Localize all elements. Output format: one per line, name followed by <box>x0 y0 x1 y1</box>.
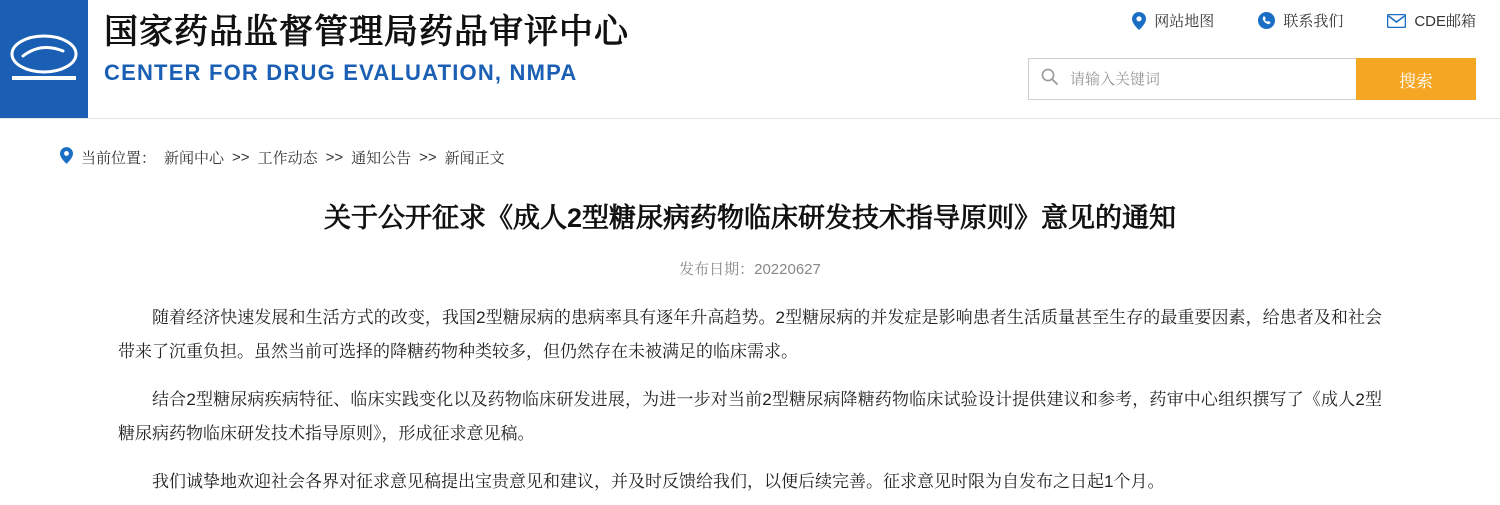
breadcrumb-item-article[interactable]: 新闻正文 <box>444 150 505 167</box>
breadcrumb-item-news-center[interactable]: 新闻中心 <box>164 150 225 167</box>
search-box[interactable] <box>1028 58 1356 100</box>
cde-logo-icon <box>9 32 79 86</box>
article-paragraph: 随着经济快速发展和生活方式的改变，我国2型糖尿病的患病率具有逐年升高趋势。2型糖尿病的并发症是影响患者生活质量甚至生存的最重要因素，给患者及和社会带来了沉重负担。虽然当前可选择的降糖药物种类较多，但仍然存在未被满足的临床需求。 <box>118 308 1382 361</box>
article <box>110 168 1390 499</box>
search-button[interactable]: 搜索 <box>1356 58 1476 100</box>
site-title-block <box>104 8 629 90</box>
mail-icon <box>1387 14 1406 28</box>
breadcrumb-separator: >> <box>419 149 437 166</box>
site-title-cn: 国家药品监督管理局药品审评中心 <box>104 13 629 51</box>
header-link-contact[interactable] <box>1258 10 1343 31</box>
site-logo[interactable] <box>0 0 88 118</box>
search-input[interactable] <box>1068 70 1344 89</box>
search-area <box>1028 58 1476 100</box>
breadcrumb <box>60 147 1500 168</box>
site-title-en: CENTER FOR DRUG EVALUATION, NMPA <box>104 60 578 85</box>
page-title: 关于公开征求《成人2型糖尿病药物临床研发技术指导原则》意见的通知 <box>323 203 1176 233</box>
header-link-mail-label: CDE邮箱 <box>1414 13 1476 30</box>
article-paragraph: 结合2型糖尿病疾病特征、临床实践变化以及药物临床研发进展，为进一步对当前2型糖尿病降糖药物临床试验设计提供建议和参考，药审中心组织撰写了《成人2型糖尿病药物临床研发技术指导原则》，形成征求意见稿。 <box>118 390 1382 443</box>
header-link-sitemap[interactable] <box>1132 10 1214 31</box>
header-link-sitemap-label: 网站地图 <box>1154 13 1215 30</box>
header-link-contact-label: 联系我们 <box>1283 13 1344 30</box>
publish-date <box>110 258 1390 279</box>
breadcrumb-item-work-updates[interactable]: 工作动态 <box>257 150 318 167</box>
phone-icon <box>1258 12 1275 29</box>
breadcrumb-prefix: 当前位置： <box>81 150 157 167</box>
location-pin-icon <box>60 147 73 168</box>
article-body <box>110 301 1390 499</box>
article-paragraph: 我们诚挚地欢迎社会各界对征求意见稿提出宝贵意见和建议，并及时反馈给我们，以便后续完善。征求意见时限为自发布之日起1个月。 <box>152 472 1165 491</box>
search-icon <box>1041 68 1058 90</box>
site-header <box>0 0 1500 119</box>
publish-date-value: 20220627 <box>754 261 821 278</box>
publish-date-label: 发布日期： <box>679 261 755 278</box>
breadcrumb-item-announcements[interactable]: 通知公告 <box>351 150 412 167</box>
location-pin-icon <box>1132 12 1146 30</box>
breadcrumb-separator: >> <box>325 149 344 166</box>
breadcrumb-separator: >> <box>232 149 250 166</box>
header-link-mail[interactable] <box>1387 10 1476 31</box>
header-links <box>1132 10 1476 31</box>
